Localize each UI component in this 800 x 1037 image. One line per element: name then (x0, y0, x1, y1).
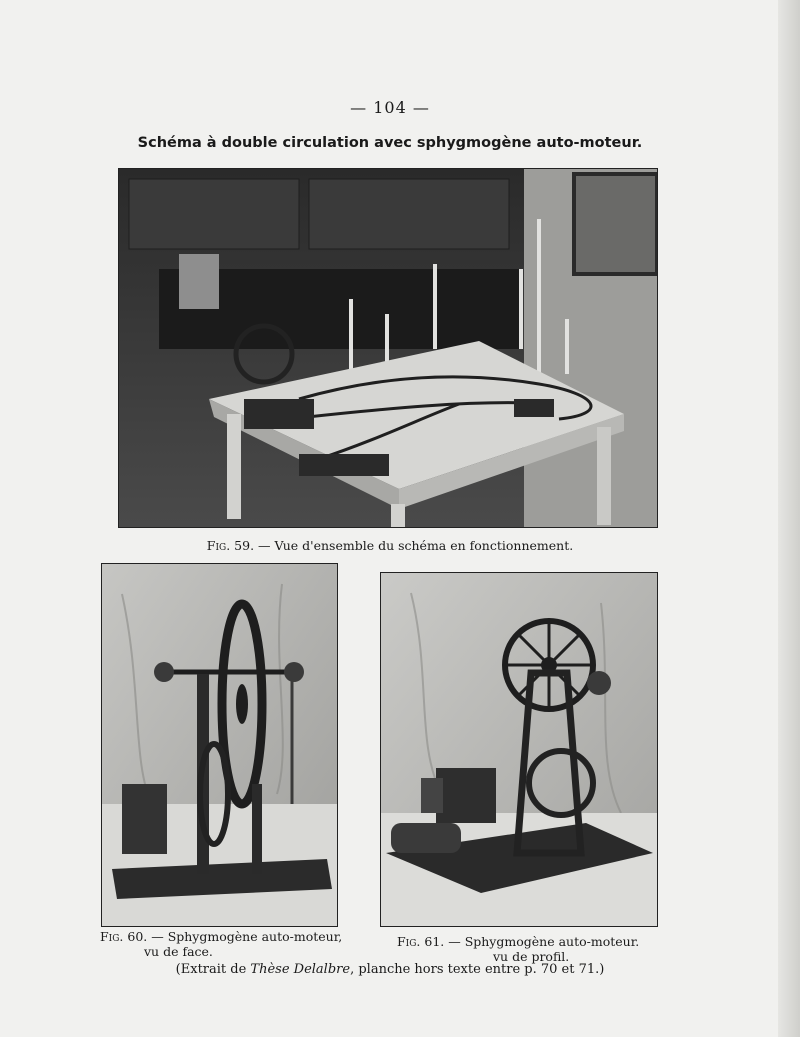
figure-61-label: Fig. 61. (397, 934, 445, 949)
figure-59-caption (0, 538, 780, 553)
source-note (0, 962, 780, 977)
figure-60-label: Fig. 60. (100, 929, 148, 944)
source-note-prefix: (Extrait de (175, 962, 251, 977)
figure-61-caption (397, 934, 639, 964)
figure-59-photo (118, 168, 658, 528)
figure-60-caption-line2: vu de face. (144, 944, 213, 959)
figure-61-caption-text: — Sphygmogène auto-moteur. (444, 934, 640, 949)
source-note-suffix: , planche hors texte entre p. 70 et 71.) (350, 962, 605, 977)
page-title: Schéma à double circulation avec sphygmogène auto-moteur. (137, 135, 643, 151)
figure-59-caption-text: — Vue d'ensemble du schéma en fonctionnement. (254, 538, 574, 553)
figure-60-caption (100, 929, 342, 959)
page-number: — 104 — (350, 98, 430, 117)
figure-60-photo (101, 563, 338, 927)
figure-59-label: Fig. 59. (206, 538, 255, 553)
figure-61-photo (380, 572, 658, 927)
page-edge-shadow (778, 0, 800, 1037)
source-note-title: Thèse Delalbre (250, 962, 351, 977)
figure-60-caption-text: — Sphygmogène auto-moteur, (147, 929, 343, 944)
figure-61-caption-line2: vu de profil. (493, 949, 570, 964)
